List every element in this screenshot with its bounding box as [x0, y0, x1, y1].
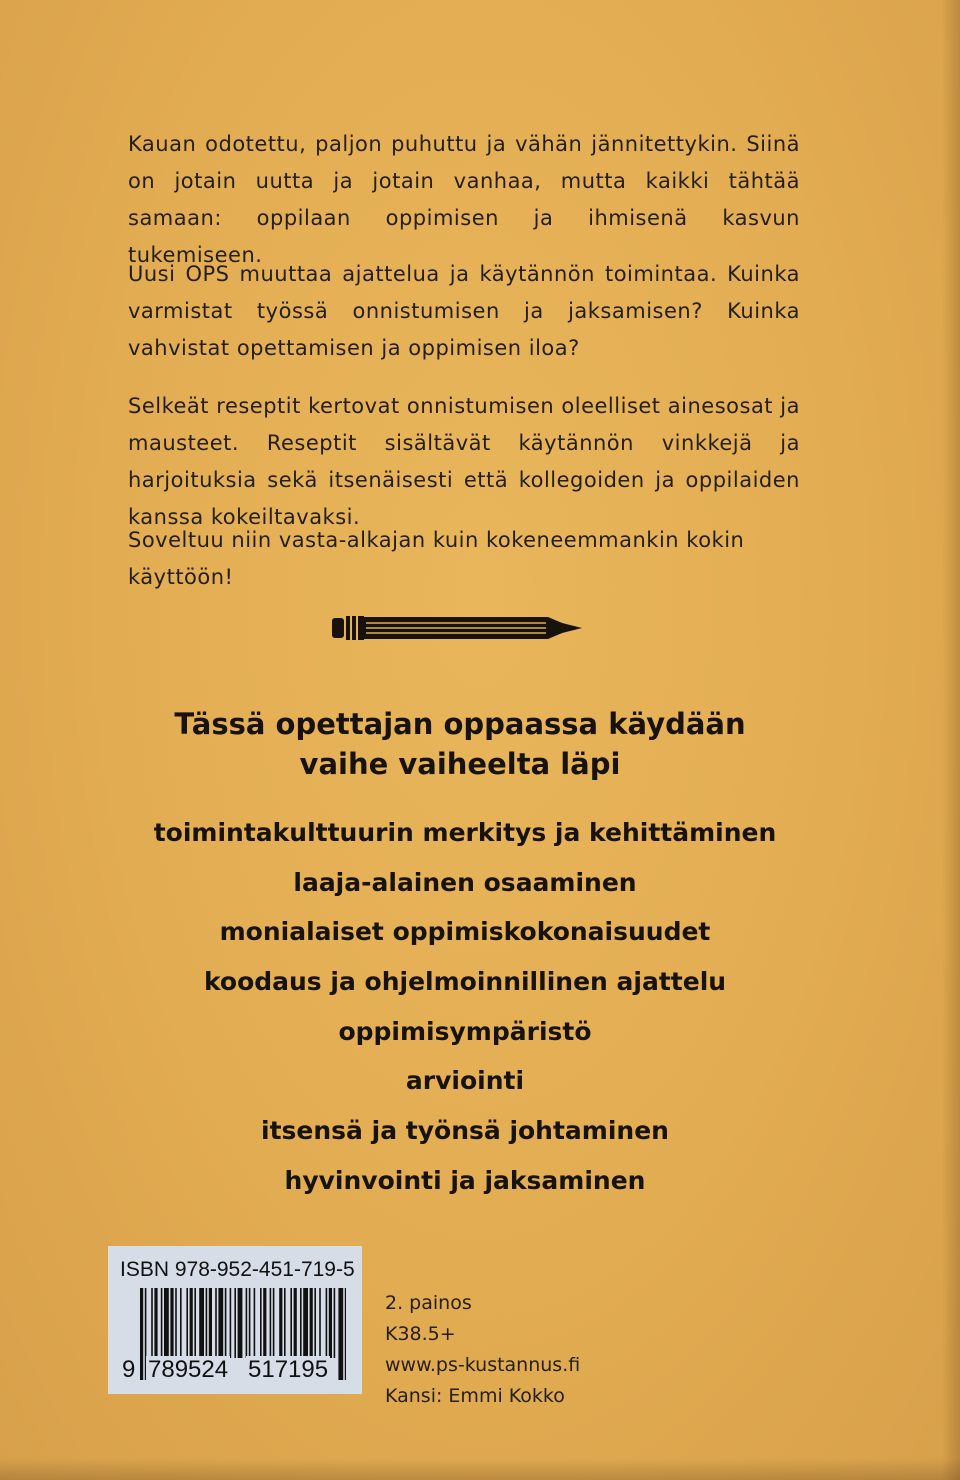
blurb-paragraph-3: Selkeät reseptit kertovat onnistumisen oleelliset ainesosat ja mausteet. Reseptit sisältävät käytännön vinkkejä ja harjoituksia sekä itsenäisesti että kollegoiden ja oppilaiden kanssa kokeiltavaksi. [128, 394, 800, 529]
page-edge-shadow [942, 0, 960, 1480]
topic-item: arviointi [405, 1066, 525, 1096]
blurb-paragraph-2: Uusi OPS muuttaa ajattelua ja käytännön toimintaa. Kuinka varmistat työssä onnistumisen ja jaksamisen? Kuinka vahvistat opettamisen ja oppimisen iloa? [128, 262, 800, 360]
isbn-label: ISBN 978-952-451-719-5 [120, 1258, 355, 1281]
barcode-digits-right: 517195 [248, 1356, 329, 1383]
topic-item: monialaiset oppimiskokonaisuudet [219, 917, 711, 947]
topic-list [120, 810, 810, 1208]
age-code-text: K38.5+ [385, 1323, 456, 1345]
guide-heading-line-2: vaihe vaiheelta läpi [299, 747, 621, 781]
topic-item: hyvinvointi ja jaksaminen [284, 1165, 646, 1195]
barcode-digits-left: 789524 [148, 1356, 229, 1383]
guide-heading [140, 704, 780, 784]
publisher-url: www.ps-kustannus.fi [385, 1354, 581, 1376]
blurb-paragraph-4: Soveltuu niin vasta-alkajan kuin kokeneemmankin kokin käyttöön! [128, 528, 745, 589]
edition-text: 2. painos [385, 1292, 472, 1314]
topic-item: toimintakulttuurin merkitys ja kehittäminen [153, 818, 777, 847]
imprint-info [385, 1288, 580, 1412]
pencil-icon [330, 612, 586, 644]
cover-credit: Kansi: Emmi Kokko [385, 1385, 565, 1407]
page-bottom-shadow [0, 1458, 960, 1480]
topic-item: oppimisympäristö [338, 1016, 592, 1046]
guide-heading-line-1: Tässä opettajan oppaassa käydään [174, 707, 746, 741]
barcode-digit-first: 9 [122, 1356, 136, 1383]
isbn-barcode-box [108, 1246, 362, 1394]
topic-item: koodaus ja ohjelmoinnillinen ajattelu [203, 967, 727, 997]
topic-item: laaja-alainen osaaminen [293, 867, 637, 897]
blurb-paragraph-1: Kauan odotettu, paljon puhuttu ja vähän jännitettykin. Siinä on jotain uutta ja jotain vanhaa, mutta kaikki tähtää samaan: oppilaan oppimisen ja ihmisenä kasvun tukemiseen. [128, 132, 800, 267]
topic-item: itsensä ja työnsä johtaminen [261, 1116, 669, 1146]
